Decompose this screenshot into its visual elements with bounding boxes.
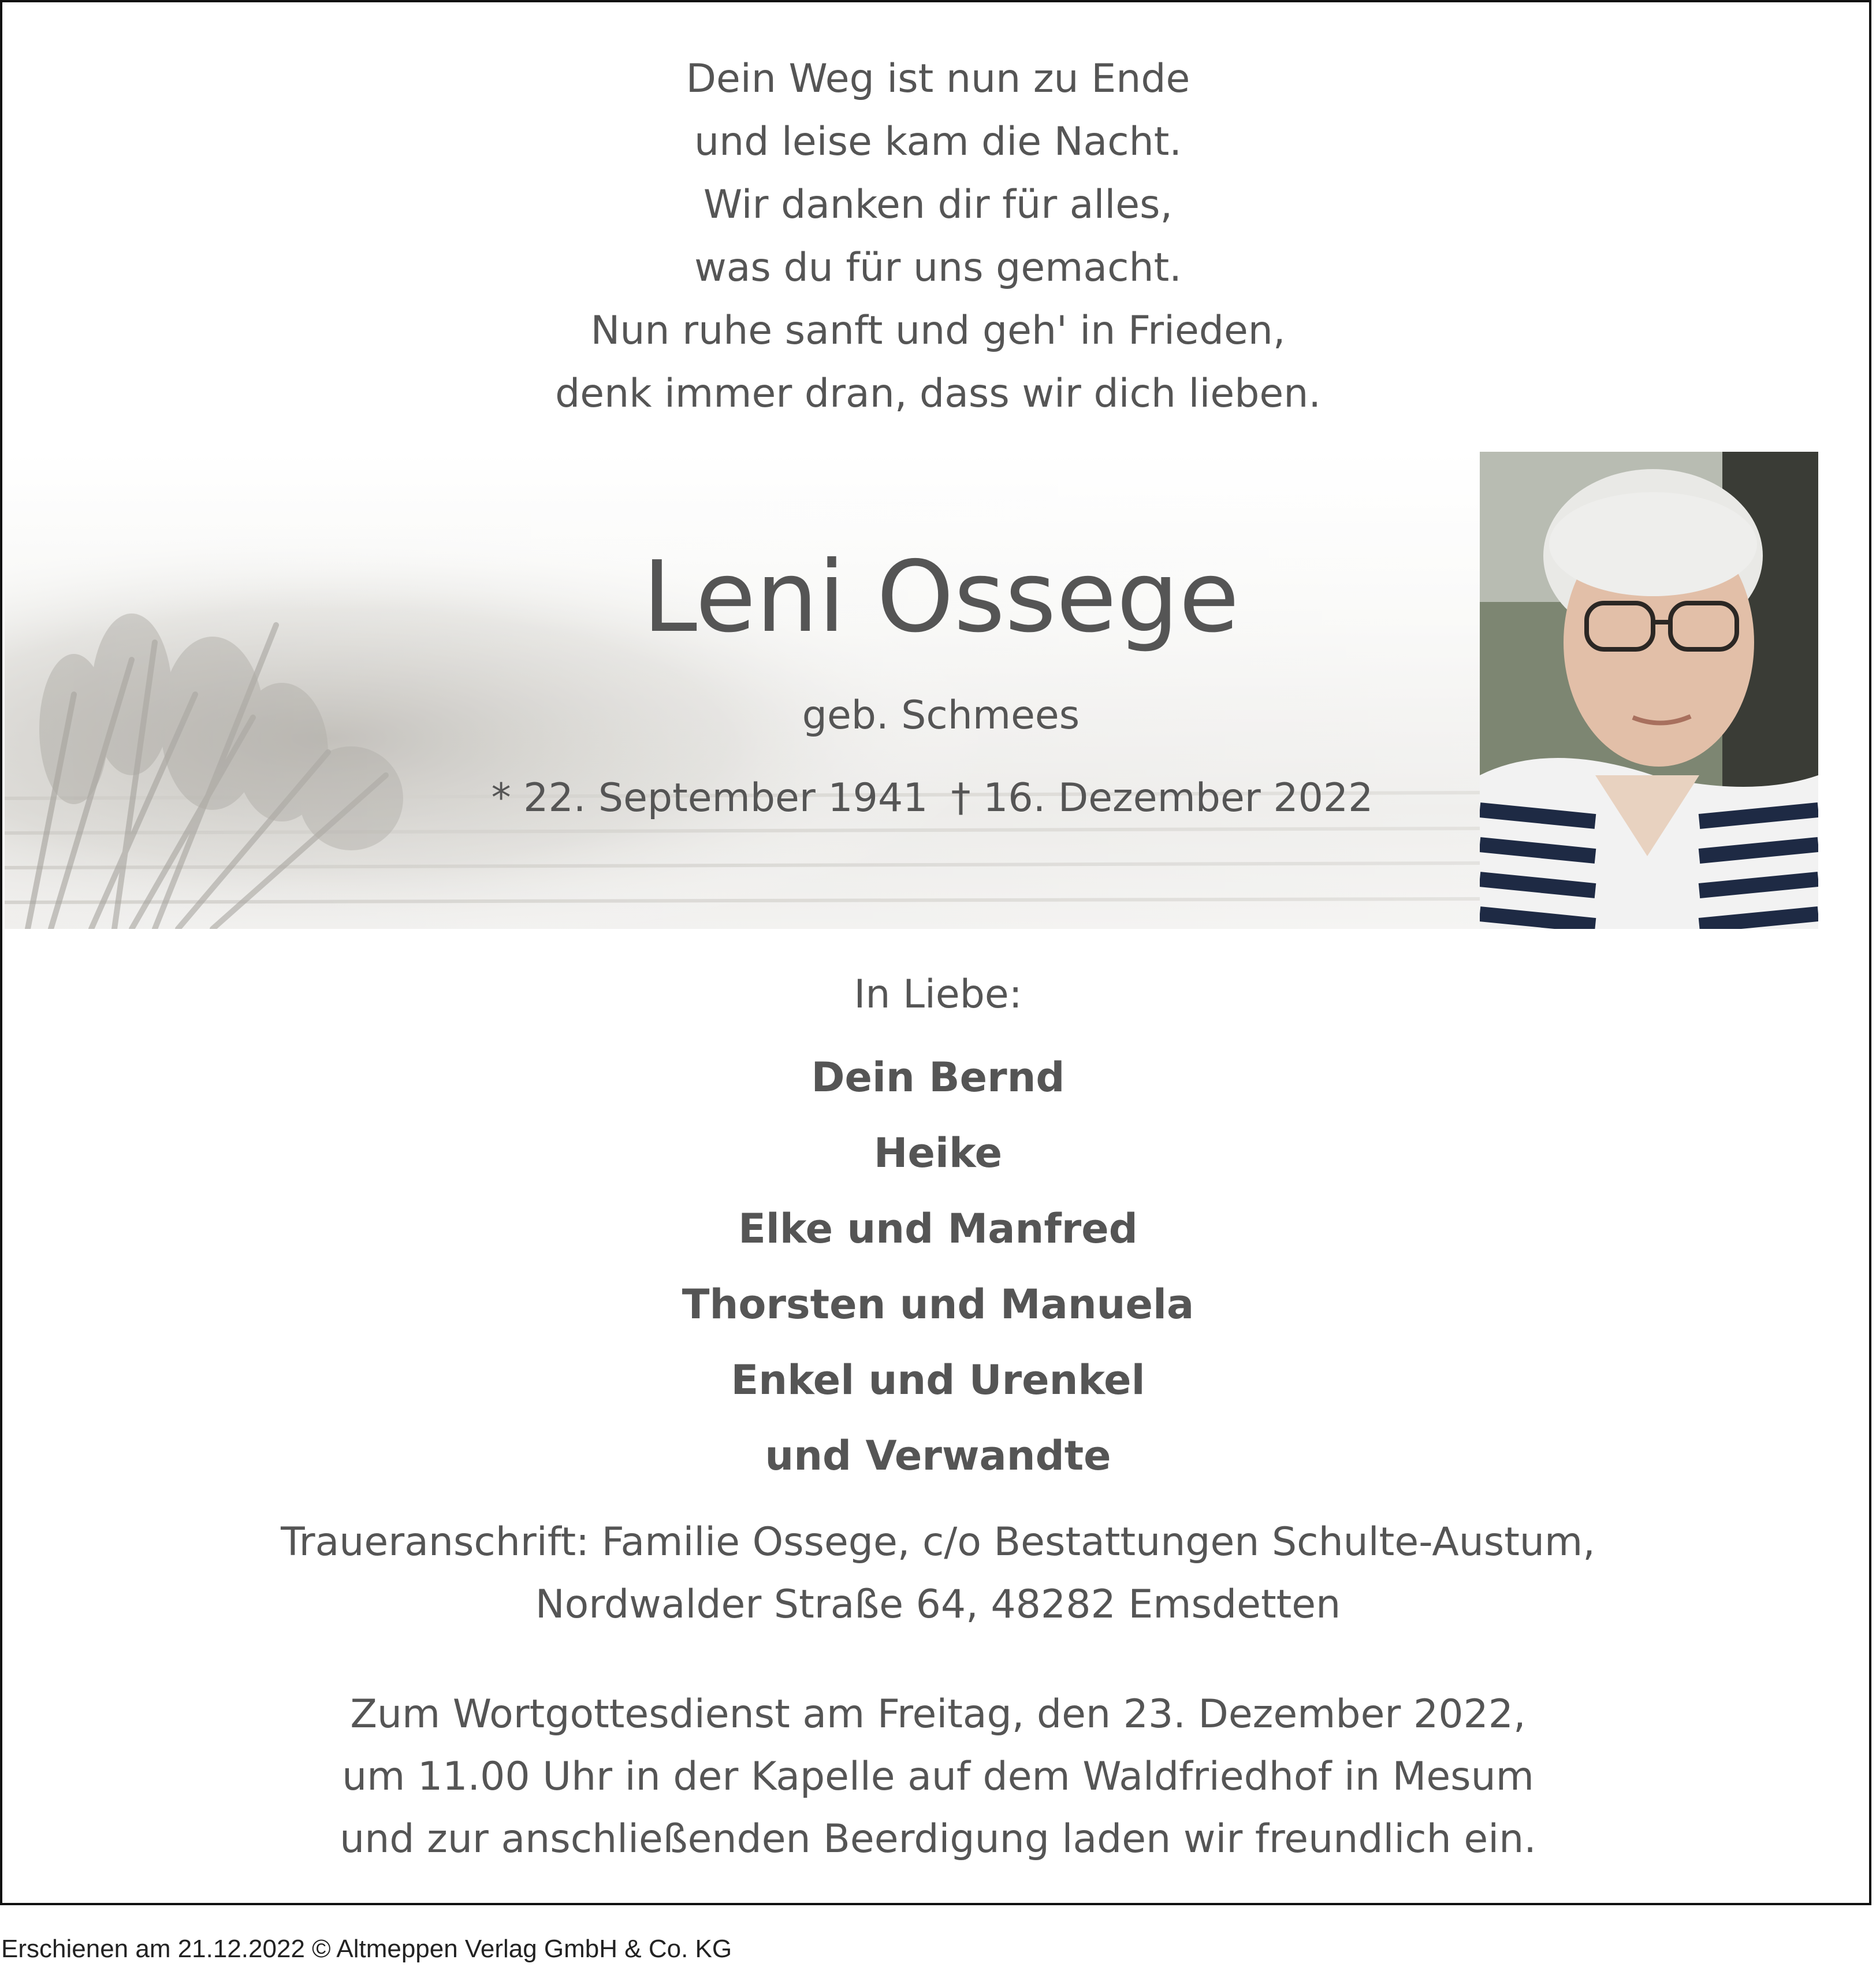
- publication-footer: Erschienen am 21.12.2022 © Altmeppen Verlag GmbH & Co. KG: [1, 1935, 732, 1963]
- mourner-name: Elke und Manfred: [738, 1205, 1138, 1252]
- mourner-name: und Verwandte: [765, 1432, 1111, 1479]
- mourner-name: Enkel und Urenkel: [731, 1356, 1145, 1404]
- service-line: um 11.00 Uhr in der Kapelle auf dem Waldfriedhof in Mesum: [342, 1754, 1534, 1799]
- mourner-name: Thorsten und Manuela: [682, 1281, 1194, 1328]
- mourner-name: Heike: [873, 1129, 1003, 1177]
- mourner-name: Dein Bernd: [811, 1054, 1065, 1101]
- address-line: Traueranschrift: Familie Ossege, c/o Bestattungen Schulte-Austum,: [281, 1519, 1595, 1565]
- poem-line: Wir danken dir für alles,: [703, 182, 1173, 228]
- maiden-name: geb. Schmees: [802, 693, 1080, 738]
- poem-line: was du für uns gemacht.: [694, 245, 1182, 291]
- mourning-address: [2, 1511, 1874, 1636]
- service-line: und zur anschließenden Beerdigung laden wir freundlich ein.: [340, 1816, 1536, 1862]
- mourners-list: [2, 1040, 1874, 1494]
- poem-line: Nun ruhe sanft und geh' in Frieden,: [590, 308, 1286, 354]
- poem-line: denk immer dran, dass wir dich lieben.: [555, 371, 1321, 417]
- death-date: † 16. Dezember 2022: [951, 775, 1374, 821]
- deceased-name: Leni Ossege: [642, 540, 1240, 655]
- poem: [2, 47, 1874, 425]
- portrait-illustration: [1480, 452, 1818, 929]
- service-announcement: [2, 1683, 1874, 1871]
- mourners-intro: In Liebe:: [854, 972, 1022, 1017]
- service-line: Zum Wortgottesdienst am Freitag, den 23. Dezember 2022,: [350, 1691, 1526, 1737]
- poem-line: und leise kam die Nacht.: [694, 119, 1182, 165]
- address-line: Nordwalder Straße 64, 48282 Emsdetten: [535, 1582, 1341, 1627]
- portrait-photo: [1480, 452, 1818, 929]
- poem-line: Dein Weg ist nun zu Ende: [686, 56, 1190, 102]
- birth-date: * 22. September 1941: [491, 775, 928, 821]
- life-dates: [407, 772, 1458, 824]
